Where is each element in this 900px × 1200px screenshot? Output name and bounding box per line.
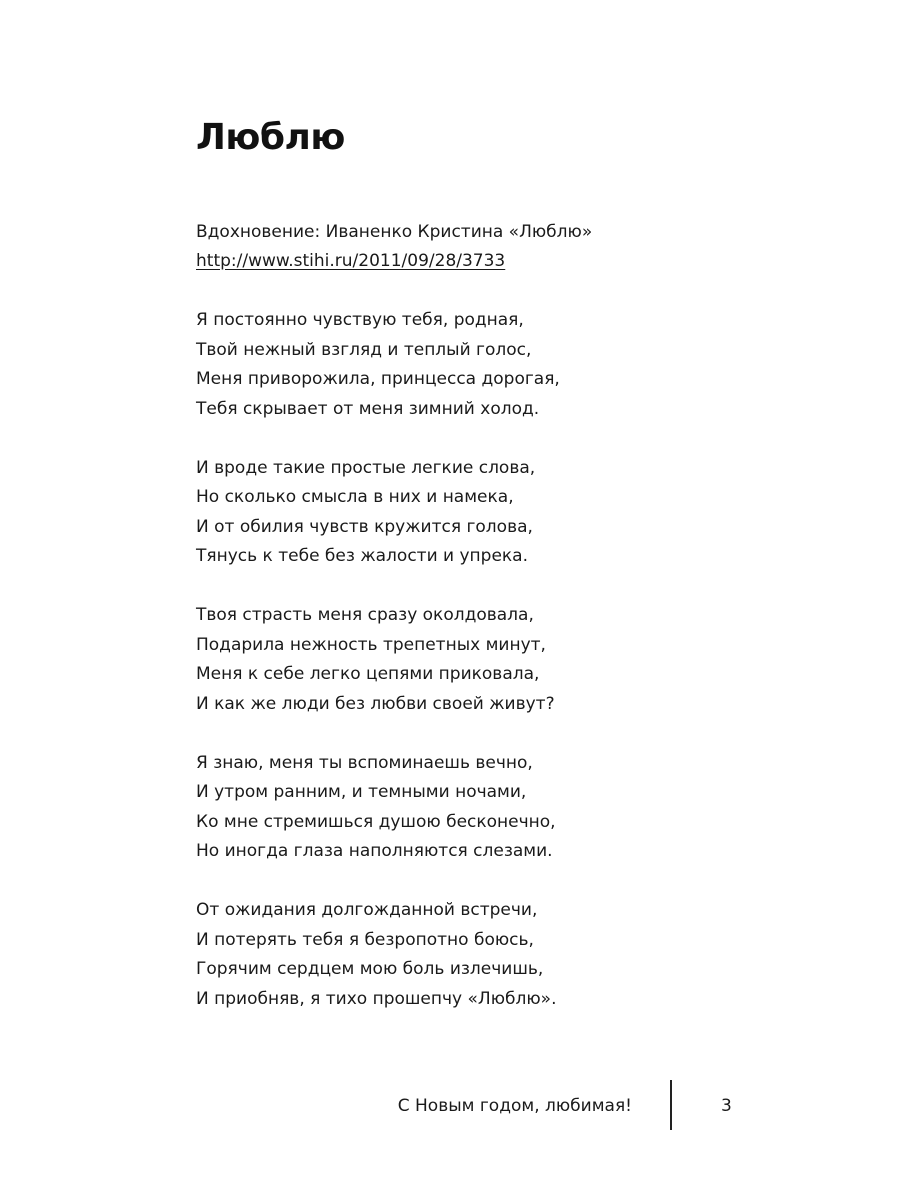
poem-line: И как же люди без любви своей живут? <box>196 693 555 714</box>
poem-line: Тянусь к тебе без жалости и упрека. <box>196 546 528 566</box>
poem-line: И от обилия чувств кружится голова, <box>196 516 533 537</box>
inspiration-line: Вдохновение: Иваненко Кристина «Люблю» <box>196 222 593 242</box>
stanza <box>196 749 560 867</box>
poem-line: Горячим сердцем мою боль излечишь, <box>196 959 544 979</box>
source-link[interactable]: http://www.stihi.ru/2011/09/28/3733 <box>196 251 506 271</box>
poem-line: Но сколько смысла в них и намека, <box>196 487 514 507</box>
poem-line: И приобняв, я тихо прошепчу «Люблю». <box>196 988 557 1009</box>
stanza <box>196 896 560 1014</box>
poem-line: Меня приворожила, принцесса дорогая, <box>196 369 560 389</box>
inspiration-block <box>196 218 592 276</box>
poem-line: Меня к себе легко цепями приковала, <box>196 664 540 684</box>
poem-line: От ожидания долгожданной встречи, <box>196 900 538 920</box>
poem-line: Твой нежный взгляд и теплый голос, <box>196 339 532 360</box>
poem-line: И потерять тебя я безропотно боюсь, <box>196 929 534 950</box>
poem-line: Я знаю, меня ты вспоминаешь вечно, <box>196 752 533 773</box>
poem-line: Ко мне стремишься душою бесконечно, <box>196 811 556 832</box>
page-number: 3 <box>721 1096 732 1116</box>
poem-line: И вроде такие простые легкие слова, <box>196 457 536 478</box>
poem-line: Но иногда глаза наполняются слезами. <box>196 841 553 861</box>
poem-line: Твоя страсть меня сразу околдовала, <box>196 605 534 625</box>
poem-line: И утром ранним, и темными ночами, <box>196 782 527 802</box>
poem-line: Я постоянно чувствую тебя, родная, <box>196 310 524 330</box>
poem-body <box>196 306 560 1044</box>
poem-title: Люблю <box>196 117 345 158</box>
stanza <box>196 454 560 572</box>
poem-line: Подарила нежность трепетных минут, <box>196 634 546 655</box>
stanza <box>196 306 560 424</box>
footer-divider <box>670 1080 672 1130</box>
poem-line: Тебя скрывает от меня зимний холод. <box>196 398 540 419</box>
running-footer-title: С Новым годом, любимая! <box>397 1096 632 1116</box>
stanza <box>196 601 560 719</box>
